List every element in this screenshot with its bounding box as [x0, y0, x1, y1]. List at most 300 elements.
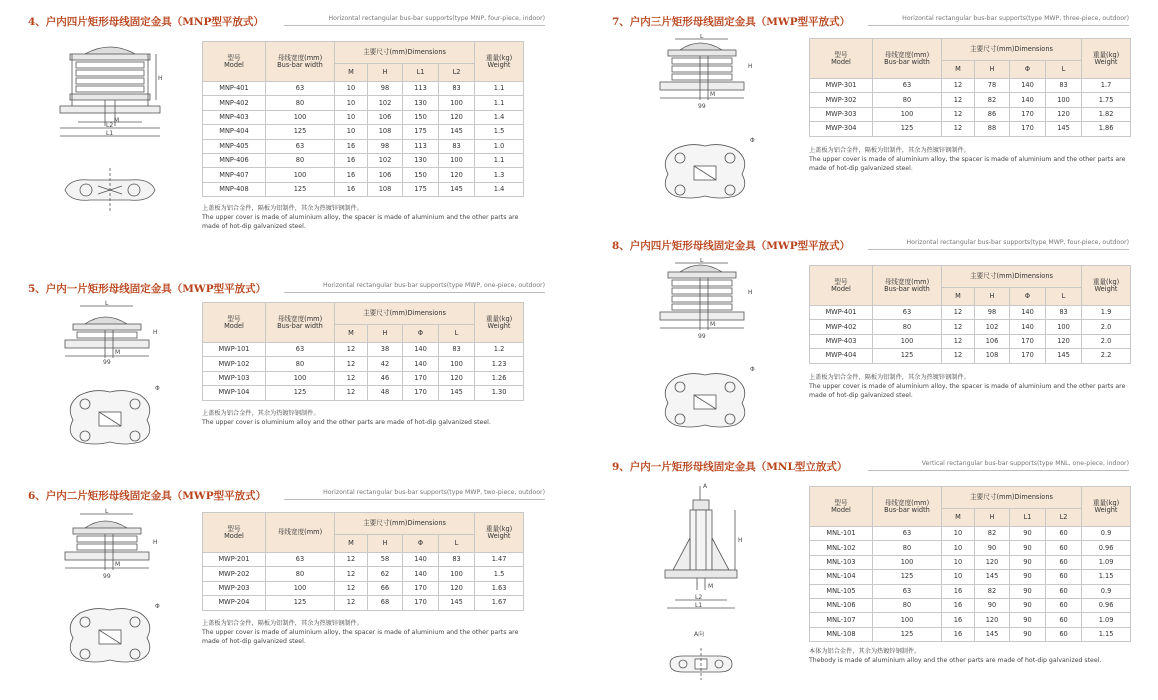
cell: 108: [368, 182, 403, 196]
cell-weight: 1.4: [475, 110, 524, 124]
cell-model: MWP-201: [203, 553, 266, 567]
title-rule: [284, 499, 545, 500]
cell: 113: [403, 82, 439, 96]
cell-weight: 1.0: [475, 139, 524, 153]
cell-weight: 1.47: [475, 553, 524, 567]
table-row: [810, 107, 1131, 121]
cell: 12: [335, 581, 368, 595]
cell: 106: [368, 110, 403, 124]
table-row: [203, 343, 524, 357]
dim-col-header: H: [975, 509, 1010, 527]
fig-label: M: [710, 91, 716, 98]
header-model: 型号 Model: [810, 266, 873, 306]
cell: 90: [1010, 584, 1046, 598]
cell: 170: [1010, 334, 1046, 348]
cell: 12: [942, 320, 975, 334]
cell-weight: 1.23: [475, 357, 524, 371]
table-row: [810, 584, 1131, 598]
cell-width: 80: [873, 93, 942, 107]
cell-weight: 0.9: [1082, 527, 1131, 541]
fig-label: L2: [106, 122, 114, 129]
cell: 90: [975, 541, 1010, 555]
dim-col-header: H: [368, 325, 403, 343]
table-row: [810, 627, 1131, 641]
cell: 90: [1010, 555, 1046, 569]
cell: 140: [1010, 93, 1046, 107]
cell-weight: 1.1: [475, 82, 524, 96]
cell: 100: [1046, 320, 1082, 334]
section-9-notes: [809, 648, 1139, 666]
cell: 16: [335, 168, 368, 182]
note-zh: 上盖板为铝合金件，隔板为铝制件，其余为热镀锌钢制件。: [202, 205, 363, 212]
section-subtitle: Horizontal rectangular bus-bar supports(type MWP, two-piece, outdoor): [323, 489, 545, 496]
cell: 120: [439, 581, 475, 595]
note-en: The upper cover is made of aluminium alloy, the spacer is made of aluminium and the other parts are made of hot-dip galvanized steel.: [809, 382, 1126, 399]
cell: 145: [975, 627, 1010, 641]
section-8-notes: [809, 374, 1139, 401]
cell: 100: [1046, 93, 1082, 107]
cell: 12: [335, 343, 368, 357]
section-subtitle: Horizontal rectangular bus-bar supports(type MWP, three-piece, outdoor): [902, 15, 1129, 22]
fig-label: 99: [103, 573, 111, 580]
title-rule: [284, 292, 545, 293]
cell: 120: [1046, 334, 1082, 348]
cell: 90: [1010, 541, 1046, 555]
cell-model: MWP-303: [810, 107, 873, 121]
cell: 78: [975, 79, 1010, 93]
table-row: [810, 613, 1131, 627]
section-5-table: [202, 302, 524, 401]
cell: 12: [942, 107, 975, 121]
cell-model: MNL-101: [810, 527, 873, 541]
cell-width: 125: [266, 596, 335, 610]
section-5-notes: [202, 410, 532, 428]
cell: 60: [1046, 613, 1082, 627]
cell: 170: [403, 386, 439, 400]
dim-col-header: M: [942, 509, 975, 527]
cell-model: MWP-202: [203, 567, 266, 581]
cell-width: 80: [873, 541, 942, 555]
cell-weight: 1.5: [475, 125, 524, 139]
cell-weight: 2.0: [1082, 334, 1131, 348]
table-row: [203, 581, 524, 595]
cell: 46: [368, 371, 403, 385]
cell: 12: [942, 122, 975, 136]
cell: 90: [975, 598, 1010, 612]
cell-model: MNL-108: [810, 627, 873, 641]
fig-label: 99: [103, 359, 111, 366]
section-5-drawing: [55, 300, 170, 450]
table-row: [810, 555, 1131, 569]
cell: 140: [403, 357, 439, 371]
cell: 100: [439, 357, 475, 371]
header-model: 型号 Model: [203, 42, 266, 82]
cell: 83: [1046, 306, 1082, 320]
dim-col-header: Φ: [1010, 288, 1046, 306]
cell-weight: 1.3: [475, 168, 524, 182]
cell-model: MWP-304: [810, 122, 873, 136]
table-row: [810, 306, 1131, 320]
section-9-table: [809, 486, 1131, 642]
cell: 60: [1046, 598, 1082, 612]
cell: 60: [1046, 570, 1082, 584]
cell: 38: [368, 343, 403, 357]
cell: 130: [403, 153, 439, 167]
cell-weight: 1.67: [475, 596, 524, 610]
cell-model: MNL-102: [810, 541, 873, 555]
cell: 12: [335, 357, 368, 371]
cell-width: 63: [873, 306, 942, 320]
cell: 16: [942, 613, 975, 627]
dim-col-header: L: [439, 535, 475, 553]
cell-weight: 1.75: [1082, 93, 1131, 107]
cell-width: 63: [873, 79, 942, 93]
cell: 100: [439, 153, 475, 167]
cell-model: MNP-407: [203, 168, 266, 182]
dim-col-header: H: [368, 64, 403, 82]
cell: 62: [368, 567, 403, 581]
header-weight: 重量(kg) Weight: [475, 303, 524, 343]
cell-width: 100: [266, 371, 335, 385]
cell-model: MNL-107: [810, 613, 873, 627]
cell: 145: [1046, 122, 1082, 136]
section-8: [612, 238, 1129, 252]
header-model: 型号 Model: [810, 487, 873, 527]
cell-weight: 0.96: [1082, 541, 1131, 555]
table-row: [810, 79, 1131, 93]
cell: 10: [335, 96, 368, 110]
cell-width: 100: [266, 168, 335, 182]
cell-model: MWP-204: [203, 596, 266, 610]
cell-weight: 1.30: [475, 386, 524, 400]
dim-col-header: M: [942, 61, 975, 79]
cell-model: MWP-403: [810, 334, 873, 348]
cell: 145: [1046, 349, 1082, 363]
cell: 170: [403, 371, 439, 385]
cell: 90: [1010, 570, 1046, 584]
note-en: The upper cover is oluminium alloy and the other parts are made of hot-dip galvanized steel.: [202, 418, 491, 426]
section-subtitle: Horizontal rectangular bus-bar supports(type MWP, four-piece, outdoor): [906, 239, 1129, 246]
cell-model: MNL-103: [810, 555, 873, 569]
cell-weight: 2.0: [1082, 320, 1131, 334]
dim-col-header: Φ: [403, 535, 439, 553]
cell-weight: 1.15: [1082, 627, 1131, 641]
cell: 102: [975, 320, 1010, 334]
header-width: 母线宽度(mm): [266, 513, 335, 553]
cell: 10: [942, 527, 975, 541]
cell-model: MNP-408: [203, 182, 266, 196]
table-row: [810, 541, 1131, 555]
section-7-notes: [809, 147, 1139, 174]
cell-width: 100: [266, 581, 335, 595]
cell: 170: [403, 596, 439, 610]
cell: 60: [1046, 627, 1082, 641]
title-rule: [868, 249, 1129, 250]
table-row: [203, 596, 524, 610]
cell: 12: [942, 306, 975, 320]
cell: 145: [439, 386, 475, 400]
table-row: [810, 334, 1131, 348]
fig-label: L: [105, 508, 109, 515]
table-row: [203, 553, 524, 567]
section-6-drawing: [55, 508, 170, 668]
cell-weight: 1.86: [1082, 122, 1131, 136]
cell: 83: [439, 139, 475, 153]
cell: 90: [1010, 598, 1046, 612]
cell-model: MNP-405: [203, 139, 266, 153]
dim-col-header: H: [368, 535, 403, 553]
cell: 12: [335, 371, 368, 385]
cell: 60: [1046, 584, 1082, 598]
section-4-drawing: [50, 40, 170, 230]
section-title: 4、户内四片矩形母线固定金具（MNP型平放式）: [28, 16, 264, 28]
cell-weight: 0.96: [1082, 598, 1131, 612]
fig-label: 99: [698, 333, 706, 340]
cell-weight: 1.5: [475, 567, 524, 581]
header-weight: 重量(kg) Weight: [475, 513, 524, 553]
fig-label: L: [700, 258, 704, 264]
fig-label: H: [153, 539, 158, 546]
cell-width: 80: [873, 320, 942, 334]
cell: 130: [403, 96, 439, 110]
fig-label: H: [738, 537, 743, 544]
section-subtitle: Horizontal rectangular bus-bar supports(type MNP, four-piece, indoor): [328, 15, 545, 22]
cell: 140: [403, 567, 439, 581]
table-row: [203, 357, 524, 371]
section-9: [612, 459, 1129, 473]
dim-col-header: L: [439, 325, 475, 343]
cell-width: 100: [873, 334, 942, 348]
fig-label: H: [153, 329, 158, 336]
section-6: [28, 488, 545, 502]
cell: 120: [1046, 107, 1082, 121]
cell: 12: [335, 567, 368, 581]
cell: 145: [439, 596, 475, 610]
cell-model: MNL-105: [810, 584, 873, 598]
section-4-notes: [202, 205, 532, 232]
note-en: The upper cover is made of aluminium alloy, the spacer is made of aluminium and the other parts are made of hot-dip galvanized steel.: [809, 155, 1126, 172]
cell: 145: [975, 570, 1010, 584]
header-dimensions: 主要尺寸(mm)Dimensions: [335, 513, 475, 535]
table-row: [203, 567, 524, 581]
cell-model: MWP-301: [810, 79, 873, 93]
cell: 12: [335, 386, 368, 400]
cell-width: 80: [266, 96, 335, 110]
section-8-drawing: [650, 258, 770, 443]
section-title: 7、户内三片矩形母线固定金具（MWP型平放式）: [612, 16, 851, 28]
cell: 175: [403, 182, 439, 196]
cell-weight: 1.82: [1082, 107, 1131, 121]
cell: 150: [403, 110, 439, 124]
fig-label: M: [708, 583, 714, 590]
section-title: 5、户内一片矩形母线固定金具（MWP型平放式）: [28, 283, 267, 295]
cell: 90: [1010, 613, 1046, 627]
dim-col-header: L: [1046, 288, 1082, 306]
note-zh: 上盖板为铝合金件，隔板为铝制件，其余为热镀锌钢制件。: [809, 374, 970, 381]
fig-label: L: [105, 300, 109, 307]
header-weight: 重量(kg) Weight: [1082, 39, 1131, 79]
dim-col-header: M: [335, 325, 368, 343]
fig-label: M: [115, 561, 121, 568]
title-rule: [868, 25, 1129, 26]
cell: 12: [335, 596, 368, 610]
table-row: [810, 349, 1131, 363]
section-5: [28, 281, 545, 295]
cell: 83: [1046, 79, 1082, 93]
table-row: [203, 96, 524, 110]
cell: 90: [1010, 627, 1046, 641]
cell: 120: [439, 110, 475, 124]
section-4-table: [202, 41, 524, 197]
header-dimensions: 主要尺寸(mm)Dimensions: [942, 266, 1082, 288]
cell-weight: 0.9: [1082, 584, 1131, 598]
cell-weight: 1.1: [475, 96, 524, 110]
note-zh: 上盖板为铝合金件，隔板为铝制件，其余为热镀锌钢制件。: [809, 147, 970, 154]
cell-width: 63: [266, 343, 335, 357]
cell-model: MNP-403: [203, 110, 266, 124]
cell: 120: [975, 555, 1010, 569]
cell-model: MNL-106: [810, 598, 873, 612]
cell-weight: 1.63: [475, 581, 524, 595]
table-row: [203, 168, 524, 182]
cell: 106: [975, 334, 1010, 348]
cell: 10: [335, 82, 368, 96]
dim-col-header: L1: [403, 64, 439, 82]
cell: 10: [335, 110, 368, 124]
fig-label: Φ: [155, 385, 160, 392]
cell: 60: [1046, 527, 1082, 541]
cell-weight: 1.7: [1082, 79, 1131, 93]
cell-weight: 1.1: [475, 153, 524, 167]
cell: 86: [975, 107, 1010, 121]
cell: 98: [368, 139, 403, 153]
cell-model: MWP-104: [203, 386, 266, 400]
fig-label: L: [700, 34, 704, 40]
cell-model: MNP-401: [203, 82, 266, 96]
header-model: 型号 Model: [203, 303, 266, 343]
fig-label: M: [115, 349, 121, 356]
cell-width: 80: [266, 567, 335, 581]
fig-label: 99: [698, 103, 706, 110]
fig-label: Φ: [750, 366, 755, 373]
section-9-drawing: [655, 478, 765, 690]
cell-weight: 2.2: [1082, 349, 1131, 363]
fig-label: L1: [695, 602, 703, 609]
cell: 140: [1010, 79, 1046, 93]
cell-model: MWP-402: [810, 320, 873, 334]
cell: 145: [439, 182, 475, 196]
cell-model: MWP-102: [203, 357, 266, 371]
cell: 170: [403, 581, 439, 595]
title-rule: [284, 25, 545, 26]
dim-col-header: H: [975, 61, 1010, 79]
cell-model: MNL-104: [810, 570, 873, 584]
dim-col-header: M: [335, 64, 368, 82]
note-zh: 上盖板为铝合金件，隔板为铝制件，其余为热镀锌钢制件。: [202, 620, 363, 627]
section-subtitle: Horizontal rectangular bus-bar supports(type MWP, one-piece, outdoor): [323, 282, 545, 289]
fig-label: A: [703, 483, 708, 490]
cell: 140: [403, 553, 439, 567]
header-model: 型号 Model: [810, 39, 873, 79]
dim-col-header: L2: [439, 64, 475, 82]
section-8-table: [809, 265, 1131, 364]
cell-model: MWP-302: [810, 93, 873, 107]
table-row: [810, 320, 1131, 334]
table-row: [203, 182, 524, 196]
cell: 88: [975, 122, 1010, 136]
cell-width: 80: [266, 357, 335, 371]
cell: 60: [1046, 541, 1082, 555]
cell-width: 80: [266, 153, 335, 167]
cell: 83: [439, 553, 475, 567]
fig-label: H: [748, 289, 753, 296]
table-row: [810, 527, 1131, 541]
fig-label: Φ: [750, 137, 755, 144]
cell-width: 63: [266, 82, 335, 96]
cell: 140: [1010, 320, 1046, 334]
cell: 16: [335, 182, 368, 196]
cell-width: 125: [873, 627, 942, 641]
cell: 98: [975, 306, 1010, 320]
header-model: 型号 Model: [203, 513, 266, 553]
cell: 16: [942, 584, 975, 598]
note-en: Thebody is made of aluminium alloy and the other parts are made of hot-dip galvanized steel.: [809, 656, 1102, 664]
cell: 66: [368, 581, 403, 595]
note-en: The upper cover is made of aluminium alloy, the spacer is made of aluminium and the other parts are made of hot-dip galvanized steel.: [202, 628, 519, 645]
cell: 120: [439, 371, 475, 385]
dim-col-header: M: [942, 288, 975, 306]
cell: 106: [368, 168, 403, 182]
cell: 113: [403, 139, 439, 153]
cell-width: 125: [873, 122, 942, 136]
cell: 12: [942, 349, 975, 363]
dim-col-header: M: [335, 535, 368, 553]
cell: 120: [439, 168, 475, 182]
fig-label: M: [710, 321, 716, 328]
fig-label: H: [158, 75, 163, 82]
section-7-table: [809, 38, 1131, 137]
table-row: [203, 139, 524, 153]
cell: 90: [1010, 527, 1046, 541]
cell: 10: [942, 541, 975, 555]
cell-model: MWP-401: [810, 306, 873, 320]
cell: 83: [439, 82, 475, 96]
header-dimensions: 主要尺寸(mm)Dimensions: [942, 487, 1082, 509]
fig-label: M: [114, 117, 120, 124]
cell: 68: [368, 596, 403, 610]
cell: 48: [368, 386, 403, 400]
header-width: 母线宽度(mm) Bus-bar width: [266, 42, 335, 82]
cell: 140: [403, 343, 439, 357]
cell: 102: [368, 96, 403, 110]
cell: 100: [439, 96, 475, 110]
cell-width: 80: [873, 598, 942, 612]
cell: 16: [942, 627, 975, 641]
cell: 102: [368, 153, 403, 167]
section-6-notes: [202, 620, 532, 647]
table-row: [203, 371, 524, 385]
cell-weight: 1.26: [475, 371, 524, 385]
cell: 108: [975, 349, 1010, 363]
dim-col-header: L1: [1010, 509, 1046, 527]
cell-model: MWP-404: [810, 349, 873, 363]
cell: 98: [368, 82, 403, 96]
dim-col-header: H: [975, 288, 1010, 306]
fig-label: A向: [694, 631, 705, 638]
table-row: [203, 82, 524, 96]
cell: 10: [942, 570, 975, 584]
cell-width: 100: [873, 107, 942, 121]
